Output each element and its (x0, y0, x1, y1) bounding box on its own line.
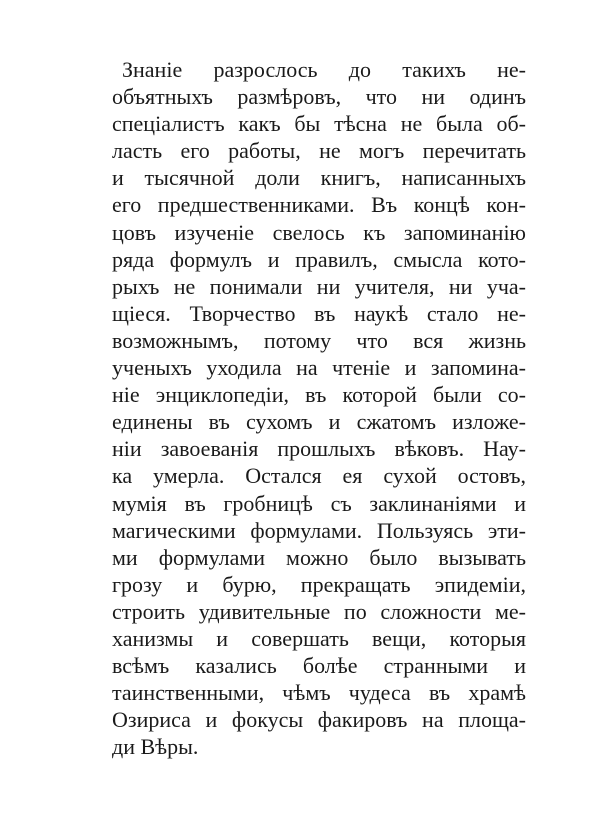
text-line: спеціалистъ какъ бы тѣсна не была об- (112, 111, 526, 137)
text-line: Знаніе разрослось до такихъ не- (122, 57, 526, 82)
text-line: рыхъ не понимали ни учителя, ни уча- (112, 273, 526, 299)
text-line: ханизмы и совершать вещи, которыя (112, 625, 526, 651)
text-line: таинственными, чѣмъ чудеса въ храмѣ (112, 680, 526, 706)
text-line: его предшественниками. Въ концѣ кон- (112, 192, 526, 218)
text-line: и тысячной доли книгъ, написанныхъ (112, 165, 526, 191)
text-line: ніе энциклопедіи, въ которой были со- (112, 382, 526, 408)
text-line: ніи завоеванія прошлыхъ вѣковъ. Нау- (112, 436, 526, 462)
text-line: возможнымъ, потому что вся жизнь (112, 327, 526, 353)
text-line: строить удивительные по сложности ме- (112, 598, 526, 624)
text-line: ди Вѣры. (112, 734, 199, 760)
text-line: единены въ сухомъ и сжатомъ изложе- (112, 409, 526, 435)
text-line: ласть его работы, не могъ перечитать (112, 138, 526, 164)
text-line: объятныхъ размѣровъ, что ни одинъ (112, 84, 526, 110)
text-line: магическими формулами. Пользуясь эти- (112, 517, 526, 543)
text-line: ученыхъ уходила на чтеніе и запомина- (112, 355, 526, 381)
text-line: всѣмъ казались болѣе странными и (112, 653, 526, 679)
text-line: ка умерла. Остался ея сухой остовъ, (112, 463, 526, 489)
book-page-text (112, 56, 526, 760)
text-line: грозу и бурю, прекращать эпидеміи, (112, 571, 526, 597)
text-line: ми формулами можно было вызывать (112, 544, 526, 570)
text-line: щіеся. Творчество въ наукѣ стало не- (112, 300, 526, 326)
text-line: ряда формулъ и правилъ, смысла кото- (112, 246, 526, 272)
text-line: цовъ изученіе свелось къ запоминанію (112, 219, 526, 245)
text-line: мумія въ гробницѣ съ заклинаніями и (112, 490, 526, 516)
text-line: Озириса и фокусы факировъ на площа- (112, 707, 526, 733)
